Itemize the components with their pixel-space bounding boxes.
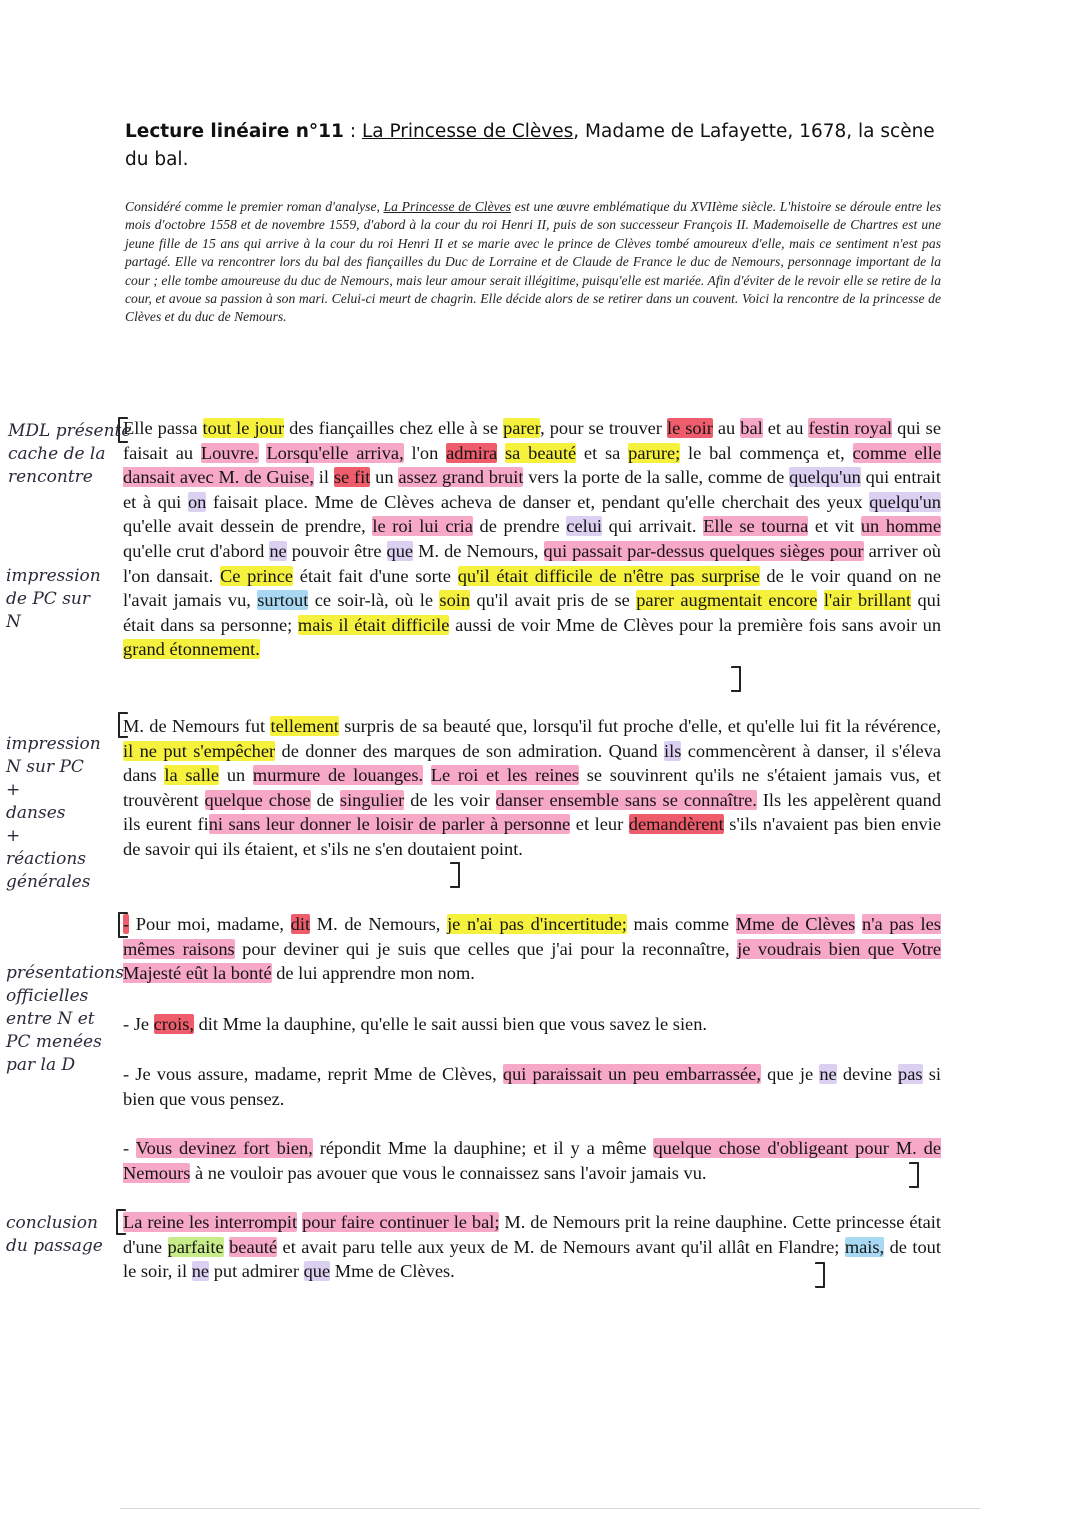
text-segment: pouvoir être	[286, 540, 387, 561]
text-segment	[855, 914, 862, 934]
text-segment: - Je vous assure, madame, reprit Mme de Clèves,	[123, 1064, 503, 1084]
highlighted-phrase: ils	[664, 740, 682, 761]
title-separator: :	[343, 121, 362, 142]
highlighted-phrase: je n'ai pas d'incertitude;	[447, 914, 627, 934]
text-segment: s'ils n'avaient pas bien envie de savoir qui ils étaient, et s'ils ne s'en doutaient point.	[123, 814, 941, 859]
text-segment: M. de Nemours prit la reine dauphine. Cette princesse était d'une	[123, 1212, 941, 1257]
text-segment: arriver où l'on dansait.	[123, 540, 941, 586]
highlighted-phrase: que	[303, 1261, 331, 1282]
highlighted-phrase: il ne put s'empêcher	[123, 740, 276, 761]
highlighted-phrase: ne	[269, 540, 287, 561]
text-segment: et au	[762, 418, 809, 438]
text-segment: Pour moi, madame,	[129, 914, 291, 934]
highlighted-phrase: parer augmentait encore	[636, 590, 818, 611]
text-segment: faisait place. Mme de Clèves acheva de danser et, pendant qu'elle cherchait des yeux	[206, 491, 870, 512]
text-segment	[817, 590, 823, 610]
highlighted-phrase: demandèrent	[628, 814, 724, 835]
text-segment: et avait paru telle aux yeux de M. de Nemours avant qu'il allât en Flandre;	[277, 1236, 845, 1257]
text-segment: qui se faisait au	[123, 418, 941, 463]
introduction-text	[125, 198, 941, 327]
highlighted-phrase: la salle	[164, 765, 220, 786]
title-rest: , Madame de Lafayette, 1678, la scène du bal.	[125, 121, 935, 170]
text-segment: et leur	[570, 814, 629, 835]
title-lecture: Lecture linéaire n°11	[125, 121, 344, 142]
document-title	[125, 118, 945, 174]
highlighted-phrase: se fit	[333, 467, 371, 488]
highlighted-phrase: admira	[446, 442, 498, 463]
text-segment: répondit Mme la dauphine; et il y a même	[312, 1138, 654, 1158]
highlighted-phrase: soin	[439, 590, 471, 611]
highlighted-phrase: celui	[566, 516, 603, 537]
highlighted-phrase: singulier	[339, 789, 405, 810]
text-segment: de lui apprendre mon nom.	[271, 963, 475, 984]
highlighted-phrase: beauté	[229, 1236, 278, 1257]
paragraph-4	[123, 1012, 941, 1037]
highlighted-phrase: un homme	[860, 516, 942, 537]
text-segment: pour deviner qui je suis que celles que j'ai pour la reconnaître,	[234, 938, 738, 959]
margin-annotation-3: impression N sur PC + danses + réactions générales	[6, 734, 101, 892]
highlighted-phrase: surtout	[257, 590, 309, 611]
paragraph-3	[123, 912, 941, 986]
text-segment: de le voir quand on ne l'avait jamais vu,	[123, 565, 941, 611]
highlighted-phrase: Le roi et les reines	[430, 765, 580, 786]
highlighted-phrase: parfaite	[167, 1236, 224, 1257]
margin-annotation-2: impression de PC sur N	[6, 566, 101, 632]
text-segment: il	[313, 467, 334, 488]
bracket-close-2	[450, 862, 460, 888]
highlighted-phrase: ne	[191, 1261, 210, 1282]
text-segment: se souvinrent qu'ils ne s'étaient jamais vus, et trouvèrent	[123, 765, 942, 810]
highlighted-phrase: festin royal	[808, 418, 893, 438]
highlighted-phrase: dit	[290, 914, 311, 934]
text-segment: un	[370, 467, 399, 488]
highlighted-phrase: assez grand bruit	[398, 467, 524, 488]
margin-annotation-4: présentations officielles entre N et PC menées par la D	[6, 963, 124, 1075]
paragraph-5	[123, 1062, 941, 1111]
highlighted-phrase: quelqu'un	[869, 491, 941, 512]
intro-part-1: Considéré comme le premier roman d'analyse,	[125, 199, 384, 214]
bracket-open-1	[118, 417, 128, 443]
intro-work-title: La Princesse de Clèves	[383, 199, 511, 214]
text-segment: de	[310, 789, 340, 810]
text-segment: Mme de Clèves.	[330, 1261, 455, 1282]
text-segment: aussi de voir Mme de Clèves pour la première fois sans avoir un	[449, 614, 942, 635]
text-segment: ce soir-là, où le	[308, 590, 440, 611]
text-segment: -	[123, 1138, 136, 1158]
paragraph-6	[123, 1136, 941, 1185]
text-segment: commencèrent à danser, il s'éleva dans	[123, 740, 942, 786]
text-segment: qui arrivait.	[602, 516, 704, 537]
highlighted-phrase: Vous devinez fort bien,	[135, 1138, 313, 1158]
highlighted-phrase: Lorsqu'elle arriva,	[266, 442, 404, 463]
highlighted-phrase: l'air brillant	[823, 590, 912, 611]
text-segment: devine	[836, 1064, 899, 1084]
highlighted-phrase: crois,	[153, 1014, 194, 1034]
text-segment: le bal commença et,	[680, 442, 853, 463]
text-segment: l'on	[403, 442, 447, 463]
text-segment: que je	[760, 1064, 820, 1084]
highlighted-phrase: Mme de Clèves	[735, 914, 856, 934]
paragraph-2	[123, 714, 941, 862]
text-segment: à ne vouloir pas avouer que vous le connaissez sans l'avoir jamais vu.	[190, 1162, 707, 1183]
highlighted-phrase: Ce prince	[219, 565, 294, 586]
intro-part-2: est une œuvre emblématique du XVIIème siècle. L'histoire se déroule entre les mois d'octobre 1558 et de novembre 1559, d'abord à la cour du roi Henri II, puis de son successeur François II. Mademoiselle de Chartres est une jeune fille de 15 ans qui arrive à la cour du roi Henri II et se marie avec le prince de Clèves tombé amoureux d'elle, mais ce sentiment n'est pas partagé. Elle va rencontrer lors du bal des fiançailles du Duc de Lorraine et de Claude de France le duc de Nemours, personnage important de la cour ; elle tombe amoureuse du duc de Nemours, mais leur amour serait illégitime, puisqu'elle est mariée. Afin d'éviter de le revoir elle se retire de la cour, et avoue sa passion à son mari. Celui-ci meurt de chagrin. Elle décide alors de se retirer dans un couvent. Voici la rencontre de la princesse de Clèves et du duc de Nemours.	[125, 199, 941, 325]
highlighted-phrase: je voudrais bien que Votre Majesté eût la bonté	[123, 938, 941, 984]
text-segment: qui était dans sa personne;	[123, 590, 941, 635]
scan-edge-line	[120, 1508, 980, 1509]
text-segment: - Je	[123, 1014, 154, 1034]
text-segment: au	[712, 418, 741, 438]
text-segment: qui entrait et à qui	[123, 467, 941, 512]
highlighted-phrase: que	[386, 540, 414, 561]
highlighted-phrase: sa beauté	[505, 442, 577, 463]
highlighted-phrase: tellement	[270, 716, 339, 736]
highlighted-phrase: La reine les interrompit	[123, 1212, 298, 1232]
text-segment: un	[219, 765, 253, 786]
highlighted-phrase: mais,	[844, 1236, 885, 1257]
highlighted-phrase: quelqu'un	[789, 467, 861, 488]
text-segment: de tout le soir, il	[123, 1236, 941, 1282]
text-segment: dit Mme la dauphine, qu'elle le sait aussi bien que vous savez le sien.	[194, 1014, 708, 1034]
highlighted-phrase: mais il était difficile	[297, 614, 450, 635]
text-segment: de les voir	[404, 789, 496, 810]
bracket-open-3	[118, 912, 128, 938]
margin-annotation-1: MDL présente cache de la rencontre	[8, 421, 132, 487]
text-segment: put admirer	[209, 1261, 304, 1282]
bracket-close-1	[731, 666, 741, 692]
highlighted-phrase: qui paraissait un peu embarrassée,	[502, 1064, 761, 1084]
text-segment: des fiançailles chez elle à se	[284, 418, 504, 438]
highlighted-phrase: quelque chose d'obligeant pour M. de Nemours	[123, 1138, 941, 1183]
margin-annotation-5: conclusion du passage	[6, 1213, 103, 1256]
text-segment: surpris de sa beauté que, lorsqu'il fut proche d'elle, et qu'elle lui fit la révérence,	[338, 716, 941, 736]
highlighted-phrase: qui passait par-dessus quelques sièges pour	[543, 540, 864, 561]
highlighted-phrase: on	[187, 491, 207, 512]
text-segment: M. de Nemours,	[310, 914, 448, 934]
text-segment: et sa	[576, 442, 629, 463]
text-segment: qu'il avait pris de se	[470, 590, 637, 611]
highlighted-phrase: le soir	[666, 418, 713, 438]
text-segment	[497, 443, 505, 463]
text-segment: et vit	[808, 516, 861, 537]
highlighted-phrase: n'a pas les mêmes raisons	[123, 914, 941, 959]
text-segment: Ils les appelèrent quand ils eurent fi	[123, 789, 942, 835]
bracket-open-4	[116, 1209, 126, 1235]
text-segment: de prendre	[472, 516, 567, 537]
highlighted-phrase: ne	[819, 1064, 837, 1084]
text-segment: , pour se trouver	[540, 418, 667, 438]
highlighted-phrase: -	[123, 914, 130, 934]
text-segment: qu'elle crut d'abord	[123, 540, 270, 561]
highlighted-phrase: bal	[740, 418, 763, 438]
text-segment: mais comme	[626, 914, 736, 934]
text-segment: M. de Nemours fut	[123, 716, 271, 736]
text-segment: vers la porte de la salle, comme de	[523, 467, 790, 488]
highlighted-phrase: le roi lui cria	[372, 516, 473, 537]
highlighted-phrase: Louvre.	[200, 442, 259, 463]
highlighted-phrase: qu'il était difficile de n'être pas surprise	[457, 565, 760, 586]
highlighted-phrase: comme elle dansait avec M. de Guise,	[123, 442, 941, 488]
highlighted-phrase: Elle se tourna	[703, 516, 809, 537]
text-segment: M. de Nemours,	[413, 540, 544, 561]
text-segment: était fait d'une sorte	[293, 565, 458, 586]
highlighted-phrase: pas	[898, 1064, 923, 1084]
highlighted-phrase: grand étonnement.	[123, 639, 260, 660]
highlighted-phrase: pour faire continuer le bal;	[302, 1212, 500, 1232]
paragraph-1	[123, 416, 941, 662]
highlighted-phrase: ni sans leur donner le loisir de parler à personne	[208, 814, 571, 835]
highlighted-phrase: danser ensemble sans se connaître.	[495, 789, 757, 810]
text-segment: si bien que vous pensez.	[123, 1064, 942, 1109]
highlighted-phrase: quelque chose	[204, 789, 311, 810]
text-segment: de donner des marques de son admiration. Quand	[275, 740, 664, 761]
highlighted-phrase: tout le jour	[202, 418, 285, 438]
title-work: La Princesse de Clèves	[361, 121, 574, 142]
highlighted-phrase: murmure de louanges.	[252, 765, 424, 786]
text-segment	[423, 765, 431, 785]
text-segment: Elle passa	[123, 418, 203, 438]
highlighted-phrase: parer	[503, 418, 541, 438]
text-segment: qu'elle avait dessein de prendre,	[123, 516, 373, 537]
bracket-close-3	[909, 1162, 919, 1188]
highlighted-phrase: parure;	[628, 442, 681, 463]
bracket-open-2	[118, 712, 128, 738]
bracket-close-4	[815, 1262, 825, 1288]
